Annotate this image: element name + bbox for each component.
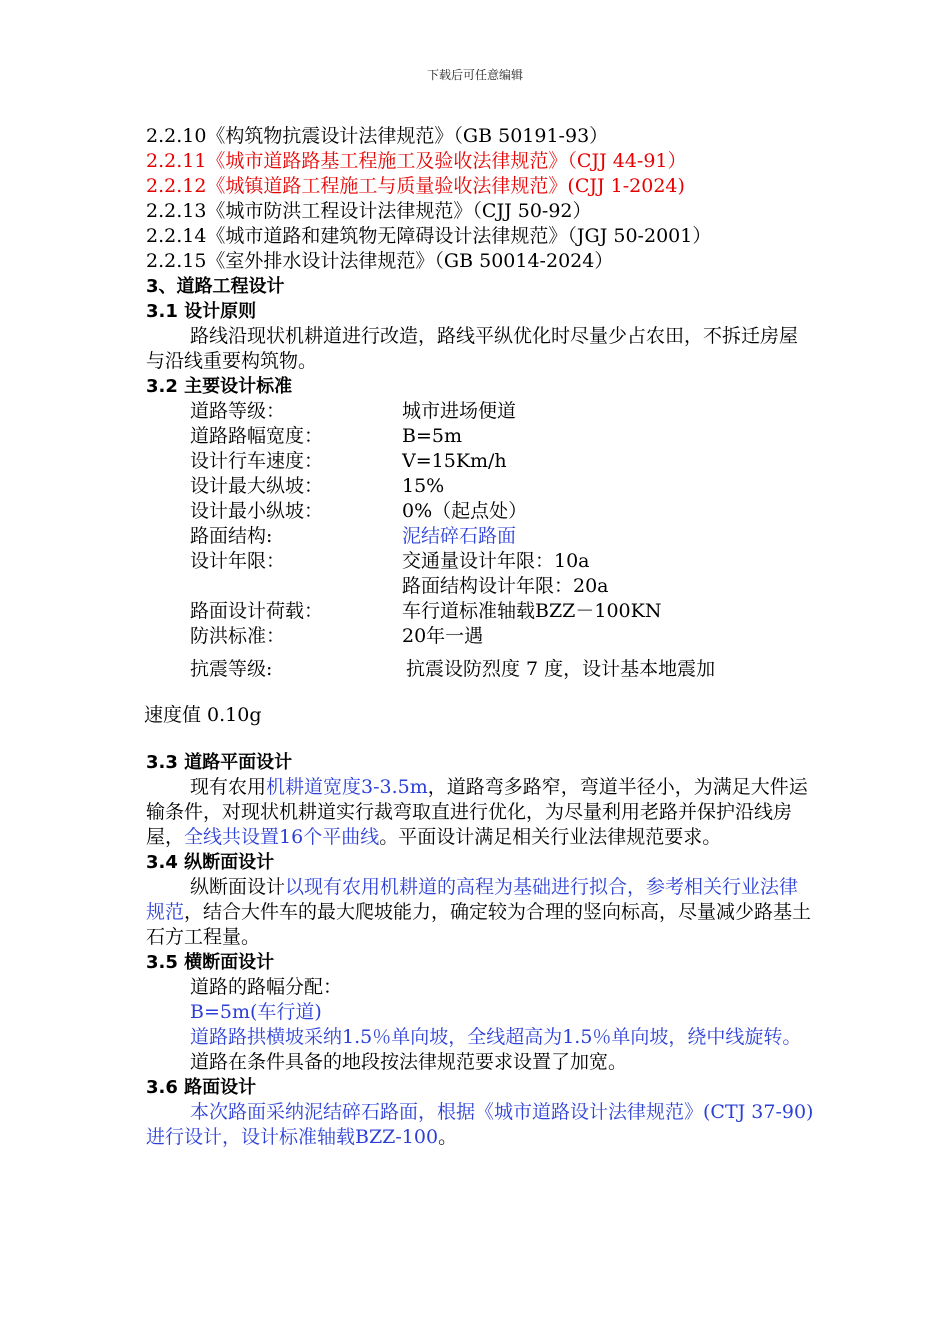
standard-value: V=15Km/h [402, 450, 507, 472]
section-3-4-heading: 3.4 纵断面设计 [146, 852, 275, 873]
standard-value: 15% [402, 475, 445, 497]
highlight-run: 以现有农用机耕道的高程为基础进行拟合，参考相关行业法律规范 [146, 876, 799, 923]
ref-2-2-10: 2.2.10《构筑物抗震设计法律规范》（GB 50191-93） [146, 125, 609, 147]
section-3-5-paragraph: 道路路拱横坡采纳1.5％单向坡，全线超高为1.5％单向坡，绕中线旋转。 [190, 1026, 802, 1048]
standard-row [146, 499, 816, 524]
standard-label: 设计年限： [190, 550, 286, 572]
standard-label: 道路路幅宽度： [190, 425, 324, 447]
standard-label: 防洪标准： [190, 625, 286, 647]
section-3-3-heading: 3.3 道路平面设计 [146, 752, 293, 773]
ref-2-2-12: 2.2.12《城镇道路工程施工与质量验收法律规范》(CJJ 1-2024) [146, 175, 685, 197]
text-run: 现有农用 [190, 776, 267, 798]
text-run: ，道路弯多路窄，弯道半径小，为满足大件运输条件，对现状机耕道实行裁弯取直进行优化，为尽量利用老路并保护沿线房屋， [146, 776, 808, 848]
standard-label: 路面设计荷载： [190, 600, 324, 622]
section-3-3-paragraph [146, 775, 816, 850]
ref-2-2-11: 2.2.11《城市道路路基工程施工及验收法律规范》（CJJ 44-91） [146, 150, 687, 172]
section-3-4-paragraph [146, 875, 816, 950]
section-3-5-heading: 3.5 横断面设计 [146, 952, 275, 973]
standard-value: 20年一遇 [402, 625, 484, 647]
standard-value: 车行道标准轴载BZZ－100KN [402, 600, 662, 622]
standard-value: 0%（起点处） [402, 500, 528, 522]
standard-label [146, 574, 402, 599]
standard-value: 城市进场便道 [402, 400, 517, 422]
section-3-6-paragraph [146, 1100, 816, 1150]
document-body [146, 124, 816, 1150]
standard-value: 抗震设防烈度 7 度，设计基本地震加 [406, 658, 716, 680]
ref-2-2-15: 2.2.15《室外排水设计法律规范》（GB 50014-2024） [146, 250, 614, 272]
standard-row-seismic [146, 657, 816, 685]
section-3-5-line: 道路在条件具备的地段按法律规范要求设置了加宽。 [190, 1051, 628, 1073]
page-header: 下载后可任意编辑 [426, 68, 523, 82]
standard-label: 设计行车速度： [190, 450, 324, 472]
highlight-run: 机耕道宽度3-3.5m [266, 776, 428, 798]
standard-row [146, 449, 816, 474]
highlight-run: 本次路面采纳泥结碎石路面，根据《城市道路设计法律规范》(CTJ 37-90)进行设计，设计标准轴载BZZ-100 [146, 1101, 814, 1148]
section-3-5-line: 道路的路幅分配： [190, 976, 343, 998]
section-3-6-heading: 3.6 路面设计 [146, 1077, 257, 1098]
standard-value: 交通量设计年限：10a [402, 550, 590, 572]
standards-table [146, 399, 816, 685]
section-3-heading: 3、道路工程设计 [146, 276, 285, 297]
standard-label: 道路等级： [190, 400, 286, 422]
highlight-run: 全线共设置16个平曲线 [184, 826, 380, 848]
ref-2-2-13: 2.2.13《城市防洪工程设计法律规范》（CJJ 50-92） [146, 200, 592, 222]
standard-row [146, 599, 816, 624]
ref-2-2-14: 2.2.14《城市道路和建筑物无障碍设计法律规范》（JGJ 50-2001） [146, 225, 712, 247]
text-run: 。平面设计满足相关行业法律规范要求。 [379, 826, 722, 848]
standard-row [146, 424, 816, 449]
standard-row [146, 399, 816, 424]
text-run: 。 [438, 1126, 458, 1148]
standard-label: 设计最小纵坡： [190, 500, 324, 522]
section-3-1-heading: 3.1 设计原则 [146, 301, 257, 322]
section-3-5-line: B=5m(车行道) [190, 1001, 322, 1023]
standard-label: 抗震等级: [190, 658, 273, 680]
spacer [146, 728, 816, 750]
standard-row [146, 624, 816, 649]
standard-label: 路面结构: [190, 525, 273, 547]
standard-value: 路面结构设计年限：20a [402, 575, 609, 597]
seismic-continuation: 速度值 0.10g [144, 704, 262, 726]
section-3-1-paragraph: 路线沿现状机耕道进行改造，路线平纵优化时尽量少占农田，不拆迁房屋与沿线重要构筑物。 [146, 325, 799, 372]
text-run: ，结合大件车的最大爬坡能力，确定较为合理的竖向标高，尽量减少路基土石方工程量。 [146, 901, 812, 948]
standard-value: B=5m [402, 425, 462, 447]
standard-value: 泥结碎石路面 [402, 525, 517, 547]
standard-row [146, 574, 816, 599]
standard-label: 设计最大纵坡： [190, 475, 324, 497]
standard-row [146, 524, 816, 549]
standard-row [146, 549, 816, 574]
section-3-2-heading: 3.2 主要设计标准 [146, 376, 293, 397]
standard-row [146, 474, 816, 499]
text-run: 纵断面设计 [190, 876, 286, 898]
